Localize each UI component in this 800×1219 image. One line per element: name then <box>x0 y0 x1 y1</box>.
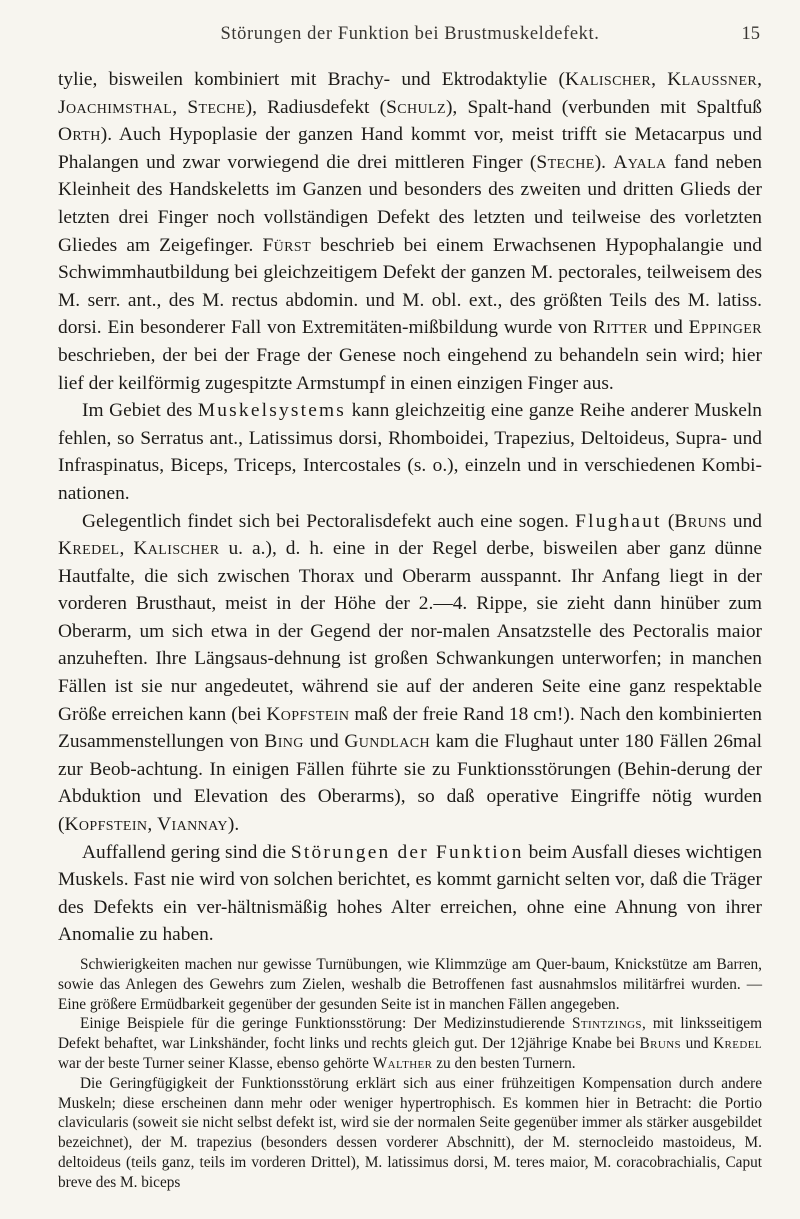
author-name: Bruns <box>674 510 727 532</box>
author-name: Orth <box>58 124 101 146</box>
author-name: Viannay <box>157 814 228 836</box>
author-name: Kalischer <box>133 538 220 560</box>
text-run: , mit linksseitigem Defekt behaftet, war Linkshänder, focht links und rechts gleich gut. Der 12jährige Knabe bei <box>58 1015 762 1053</box>
note-difficulties <box>58 955 762 1014</box>
text-run: , <box>172 96 188 118</box>
note-examples <box>58 1014 762 1073</box>
author-name: Schulz <box>386 96 446 118</box>
text-run: beschrieben, der bei der Frage der Genese noch eingehend zu behandeln sein wird; hier lief der keilförmig zugespitzte Armstumpf in einen einzigen Finger aus. <box>58 344 762 394</box>
text-run: Schwierigkeiten machen nur gewisse Turnübungen, wie Klimmzüge am Quer-baum, Knickstütze am Barren, sowie das Anlegen des Gewehrs zum Zielen, weshalb die Betroffenen fast ausnahmslos militärfrei wurden. — Eine größere Ermüdbarkeit gegenüber der gesunden Seite ist in manchen Fällen angegeben. <box>58 956 762 1013</box>
text-run: beschrieb bei einem Erwachsenen Hypophalangie und Schwimmhautbildung bei gleichzeitigem Defekt der ganzen M. pectorales, teilweisem des M. serr. ant., des M. rectus abdomin. und M. obl. ext., des größten Teils des M. latiss. dorsi. Ein besonderer Fall von Extremitäten-mißbildung wurde von <box>58 234 762 339</box>
author-name: Steche <box>536 151 595 173</box>
author-name: Bing <box>264 731 304 753</box>
text-run: , <box>147 814 158 836</box>
page-number: 15 <box>741 24 760 44</box>
author-name: Kalischer <box>565 69 652 90</box>
text-run: und <box>726 510 763 532</box>
text-run: , <box>119 538 134 560</box>
text-run: beim Ausfall dieses wichtigen Muskels. Fast nie wird von solchen berichtet, es kommt garnicht selten vor, daß die Träger des Defekts ein ver-hältnismäßig hohes Alter erreichen, ohne eine Ahnung von ihrer Anomalie zu haben. <box>58 841 762 946</box>
running-head <box>58 14 762 44</box>
author-name: Stintzings <box>572 1015 642 1033</box>
spaced-emphasis: Flughaut <box>575 510 662 532</box>
text-run: Im Gebiet des <box>82 400 198 422</box>
text-run: tylie, bisweilen kombiniert mit Brachy- und Ektrodaktylie ( <box>58 69 565 90</box>
author-name: Kopfstein <box>64 814 148 836</box>
paragraph-function <box>58 839 762 949</box>
author-name: Fürst <box>262 234 312 256</box>
paragraph-flughaut <box>58 508 762 839</box>
text-run: ). Auch Hypoplasie der ganzen Hand kommt vor, meist trifft sie Metacarpus und Phalangen und zwar vorwiegend die drei mittleren Finger ( <box>58 124 762 173</box>
note-compensation <box>58 1074 762 1193</box>
text-run: ), Radiusdefekt ( <box>245 96 387 118</box>
text-run: zu den besten Turnern. <box>432 1054 576 1072</box>
author-name: Klaussner <box>667 69 758 90</box>
text-run: Die Geringfügigkeit der Funktionsstörung erklärt sich aus einer frühzeitigen Kompensation durch andere Muskeln; diese erscheinen dann mehr oder weniger hypertrophisch. Es kommen hier in Betracht: die Portio clavicularis (soweit sie nicht selbst defekt ist, wird sie der normalen Seite gegenüber immer als stärker ausgebildet bezeichnet), der M. trapezius (besonders dessen vorderer Abschnitt), der M. sternocleido mastoideus, M. deltoideus (teils ganz, teils im vorderen Drittel), M. latissimus dorsi, M. teres maior, M. coracobrachialis, Caput breve des M. biceps <box>58 1074 762 1191</box>
text-run: ( <box>661 510 675 532</box>
text-run: und <box>647 317 689 339</box>
text-run: und <box>303 731 345 753</box>
author-name: Bruns <box>639 1035 682 1053</box>
spaced-emphasis: Störungen der Funktion <box>290 841 524 863</box>
author-name: Joachimsthal <box>58 96 173 118</box>
text-run: ). <box>227 814 240 836</box>
main-text <box>58 66 762 949</box>
author-name: Eppinger <box>688 317 762 339</box>
text-run: maß der freie Rand 18 cm!). Nach den kombinierten Zusammenstellungen von <box>58 703 762 753</box>
text-run: fand neben Kleinheit des Handskeletts im Ganzen und besonders des zweiten und dritten Glieds der letzten drei Finger noch vollständigen Defekt des letzten und teilweise des vorletzten Gliedes am Zeigefinger. <box>58 151 762 256</box>
paragraph-malformations <box>58 66 762 397</box>
text-run: ). <box>594 151 614 173</box>
author-name: Ayala <box>613 151 667 173</box>
text-run: war der beste Turner seiner Klasse, ebenso gehörte <box>58 1054 373 1072</box>
text-run: , <box>651 69 668 90</box>
author-name: Gundlach <box>344 731 431 753</box>
author-name: Ritter <box>592 317 648 339</box>
text-run: und <box>681 1035 714 1053</box>
text-run: Auffallend gering sind die <box>82 841 291 863</box>
text-run: Einige Beispiele für die geringe Funktionsstörung: Der Medizinstudierende <box>80 1015 572 1033</box>
paragraph-muscle-system <box>58 397 762 507</box>
author-name: Walther <box>372 1054 433 1072</box>
author-name: Steche <box>187 96 246 118</box>
author-name: Kredel <box>58 538 120 560</box>
running-title: Störungen der Funktion bei Brustmuskeldefekt. <box>220 24 600 44</box>
small-print-notes <box>58 955 762 1193</box>
text-run: kam die Flughaut unter 180 Fällen 26mal zur Beob-achtung. In einigen Fällen führte sie zu Funktionsstörungen (Behin-derung der Abduktion und Elevation des Oberarms), so daß operative Eingriffe nötig wurden ( <box>58 731 762 836</box>
author-name: Kredel <box>713 1035 762 1053</box>
text-run: Gelegentlich findet sich bei Pectoralisdefekt auch eine sogen. <box>82 510 576 532</box>
text-run: ), Spalt-hand (verbunden mit Spaltfuß <box>445 96 762 118</box>
text-run: , <box>757 69 762 90</box>
author-name: Kopfstein <box>266 703 350 725</box>
text-run: u. a.), d. h. eine in der Regel derbe, bisweilen aber ganz dünne Hautfalte, die sich zwischen Thorax und Oberarm ausspannt. Ihr Anfang liegt in der vorderen Brusthaut, meist in der Höhe der 2.—4. Rippe, sie zieht dann hinüber zum Oberarm, um sich etwa in der Gegend der nor-malen Ansatzstelle des Pectoralis maior anzuheften. Ihre Längsaus-dehnung ist großen Schwankungen unterworfen; in manchen Fällen ist sie nur angedeutet, während sie auf der anderen Seite eine ganz respektable Größe erreichen kann (bei <box>58 538 762 725</box>
spaced-emphasis: Muskelsystems <box>197 400 347 422</box>
text-run: kann gleichzeitig eine ganze Reihe anderer Muskeln fehlen, so Serratus ant., Latissimus dorsi, Rhomboidei, Trapezius, Deltoideus, Supra- und Infraspinatus, Biceps, Triceps, Intercostales (s. o.), einzeln und in verschiedenen Kombi-nationen. <box>58 400 762 504</box>
